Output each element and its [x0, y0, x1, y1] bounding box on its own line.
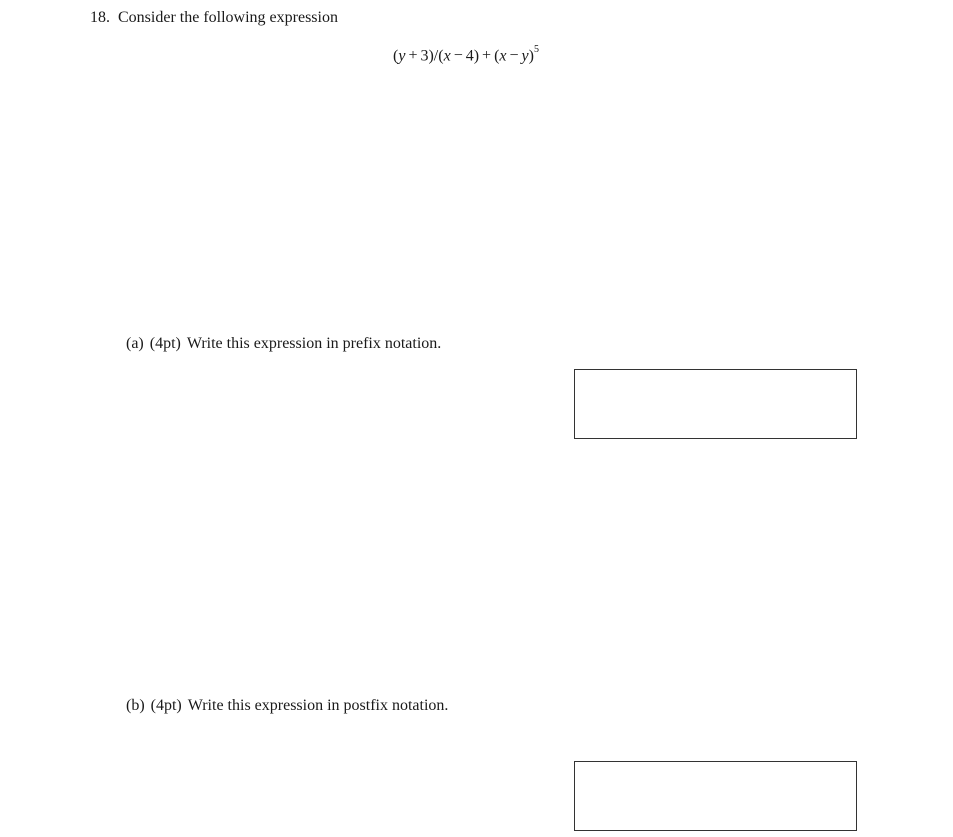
expr-plus: +	[482, 47, 492, 65]
expr-var-y: y	[398, 47, 406, 65]
part-text: Write this expression in prefix notation.	[186, 335, 442, 352]
part-label: (a)	[126, 335, 144, 352]
expr-paren: (	[393, 47, 399, 65]
part-points: (4pt)	[150, 697, 182, 714]
expr-exponent: 5	[533, 44, 539, 55]
expr-paren: (	[494, 47, 500, 65]
expr-plus: +	[408, 47, 418, 65]
postfix-answer-box[interactable]	[574, 761, 857, 831]
part-text: Write this expression in postfix notation.	[187, 697, 449, 714]
question-header	[90, 9, 338, 27]
expr-minus: −	[453, 47, 463, 65]
expr-four: 4)	[465, 47, 480, 65]
part-b-prompt	[126, 697, 454, 715]
part-label: (b)	[126, 697, 145, 714]
part-a-prompt	[126, 335, 447, 353]
expr-var-y: y	[521, 47, 529, 65]
expr-three-divide: 3)/(	[420, 47, 444, 65]
expr-var-x: x	[443, 47, 451, 65]
question-prompt: Consider the following expression	[118, 9, 338, 26]
math-expression	[393, 46, 539, 65]
expr-minus: −	[509, 47, 519, 65]
expr-var-x: x	[499, 47, 507, 65]
expr-paren: )	[528, 47, 534, 65]
prefix-answer-box[interactable]	[574, 369, 857, 439]
part-points: (4pt)	[149, 335, 181, 352]
question-number: 18.	[90, 9, 110, 26]
